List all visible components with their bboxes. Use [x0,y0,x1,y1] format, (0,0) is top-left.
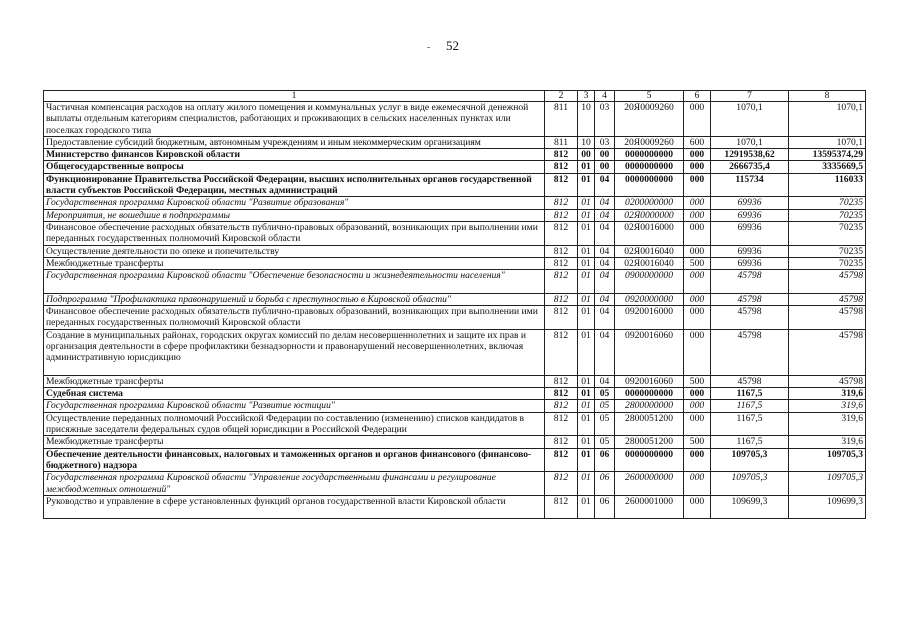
cell-c2: 812 [545,495,578,519]
cell-c6: 000 [684,448,711,472]
cell-c7: 1167,5 [711,400,789,412]
cell-c3: 01 [578,400,595,412]
cell-c2: 812 [545,245,578,257]
cell-c3: 10 [578,102,595,137]
cell-c3: 01 [578,245,595,257]
table-row [44,375,866,387]
cell-c6: 000 [684,400,711,412]
table-body [44,102,866,519]
cell-c7: 69936 [711,245,789,257]
header-row [44,91,866,102]
table-row [44,209,866,221]
cell-c7: 45798 [711,375,789,387]
cell-c2: 812 [545,448,578,472]
table-row [44,161,866,173]
cell-c3: 01 [578,388,595,400]
cell-c7: 69936 [711,257,789,269]
cell-c6: 000 [684,412,711,436]
cell-c4: 04 [595,306,615,330]
cell-c8: 319,6 [789,400,866,412]
cell-c4: 00 [595,161,615,173]
cell-c4: 04 [595,257,615,269]
cell-c2: 812 [545,436,578,448]
cell-c5: 2600001000 [615,495,684,519]
cell-c5: 0920000000 [615,293,684,305]
cell-c2: 811 [545,102,578,137]
cell-c8: 70235 [789,197,866,209]
budget-table [43,90,866,519]
cell-c6: 000 [684,270,711,294]
header-col-2: 2 [545,91,578,102]
cell-c6: 000 [684,293,711,305]
table-row [44,293,866,305]
cell-c6: 000 [684,161,711,173]
cell-c3: 10 [578,136,595,148]
cell-c6: 000 [684,245,711,257]
cell-c1: Межбюджетные трансферты [44,375,545,387]
table-row [44,102,866,137]
cell-c5: 0920016060 [615,375,684,387]
cell-c4: 04 [595,245,615,257]
cell-c5: 0000000000 [615,149,684,161]
cell-c6: 600 [684,136,711,148]
cell-c4: 06 [595,495,615,519]
cell-c8: 116033 [789,173,866,197]
cell-c8: 70235 [789,221,866,245]
header-col-4: 4 [595,91,615,102]
cell-c1: Министерство финансов Кировской области [44,149,545,161]
cell-c3: 01 [578,448,595,472]
cell-c5: 0000000000 [615,161,684,173]
table-row [44,329,866,375]
cell-c2: 812 [545,412,578,436]
cell-c6: 000 [684,221,711,245]
cell-c7: 69936 [711,209,789,221]
cell-c7: 69936 [711,197,789,209]
cell-c5: 20Я0009260 [615,102,684,137]
cell-c8: 45798 [789,270,866,294]
cell-c1: Создание в муниципальных районах, городских округах комиссий по делам несовершеннолетних и защите их прав и организация деятельности в сфере профилактики безнадзорности и правонарушений несовершеннолетних, включая административную юрисдикцию [44,329,545,375]
cell-c3: 01 [578,436,595,448]
cell-c6: 500 [684,375,711,387]
cell-c1: Государственная программа Кировской области "Управление государственными финансами и регулирование межбюджетных отношений" [44,472,545,496]
cell-c1: Финансовое обеспечение расходных обязательств публично-правовых образований, возникающих при выполнении ими переданных государственных полномочий Кировской области [44,221,545,245]
cell-c8: 70235 [789,245,866,257]
table-row [44,495,866,519]
cell-c8: 319,6 [789,436,866,448]
cell-c3: 01 [578,197,595,209]
cell-c1: Руководство и управление в сфере установленных функций органов государственной власти Кировской области [44,495,545,519]
page-number: 52 [446,38,459,53]
cell-c1: Предоставление субсидий бюджетным, автономным учреждениям и иным некоммерческим организациям [44,136,545,148]
table-row [44,136,866,148]
cell-c3: 01 [578,221,595,245]
table-row [44,245,866,257]
cell-c7: 115734 [711,173,789,197]
cell-c7: 69936 [711,221,789,245]
cell-c8: 45798 [789,375,866,387]
cell-c2: 812 [545,400,578,412]
cell-c5: 02Я0000000 [615,209,684,221]
cell-c7: 45798 [711,329,789,375]
cell-c7: 45798 [711,270,789,294]
table-row [44,270,866,294]
table-row [44,257,866,269]
cell-c1: Подпрограмма "Профилактика правонарушений и борьба с преступностью в Кировской области" [44,293,545,305]
cell-c8: 3335669,5 [789,161,866,173]
cell-c3: 01 [578,375,595,387]
cell-c1: Функционирование Правительства Российской Федерации, высших исполнительных органов государственной власти субъектов Российской Федерации, местных администраций [44,173,545,197]
cell-c8: 109705,3 [789,448,866,472]
cell-c6: 500 [684,257,711,269]
cell-c6: 000 [684,495,711,519]
cell-c2: 812 [545,329,578,375]
cell-c8: 1070,1 [789,102,866,137]
cell-c2: 812 [545,388,578,400]
cell-c2: 812 [545,257,578,269]
cell-c3: 01 [578,306,595,330]
cell-c3: 01 [578,472,595,496]
cell-c5: 0000000000 [615,173,684,197]
cell-c5: 20Я0009260 [615,136,684,148]
cell-c6: 000 [684,329,711,375]
cell-c6: 000 [684,306,711,330]
cell-c4: 04 [595,375,615,387]
table-row [44,306,866,330]
cell-c6: 000 [684,388,711,400]
cell-c5: 0920016060 [615,329,684,375]
cell-c2: 811 [545,136,578,148]
cell-c4: 00 [595,149,615,161]
cell-c5: 0200000000 [615,197,684,209]
cell-c8: 45798 [789,293,866,305]
cell-c8: 109699,3 [789,495,866,519]
cell-c8: 70235 [789,257,866,269]
cell-c4: 04 [595,209,615,221]
cell-c1: Межбюджетные трансферты [44,436,545,448]
cell-c7: 1167,5 [711,388,789,400]
cell-c5: 02Я0016040 [615,257,684,269]
cell-c2: 812 [545,270,578,294]
cell-c1: Общегосударственные вопросы [44,161,545,173]
cell-c3: 00 [578,149,595,161]
table-row [44,388,866,400]
table-row [44,412,866,436]
header-col-5: 5 [615,91,684,102]
cell-c6: 000 [684,173,711,197]
cell-c1: Частичная компенсация расходов на оплату жилого помещения и коммунальных услуг в виде ежемесячной денежной выплаты отдельным категориям специалистов, работающих и проживающих в сельских населенных пунктах или поселках городского типа [44,102,545,137]
cell-c3: 01 [578,412,595,436]
cell-c7: 109705,3 [711,448,789,472]
cell-c1: Государственная программа Кировской области "Развитие образования" [44,197,545,209]
cell-c3: 01 [578,173,595,197]
cell-c8: 70235 [789,209,866,221]
cell-c1: Межбюджетные трансферты [44,257,545,269]
cell-c7: 45798 [711,293,789,305]
cell-c6: 000 [684,472,711,496]
cell-c4: 06 [595,448,615,472]
cell-c8: 319,6 [789,388,866,400]
cell-c2: 812 [545,375,578,387]
header-col-8: 8 [789,91,866,102]
cell-c5: 0000000000 [615,448,684,472]
cell-c8: 45798 [789,329,866,375]
cell-c6: 000 [684,209,711,221]
cell-c5: 0900000000 [615,270,684,294]
cell-c2: 812 [545,161,578,173]
cell-c2: 812 [545,472,578,496]
cell-c1: Осуществление переданных полномочий Российской Федерации по составлению (изменению) списков кандидатов в присяжные заседатели федеральных судов общей юрисдикции в Российской Федерации [44,412,545,436]
cell-c3: 01 [578,161,595,173]
header-col-3: 3 [578,91,595,102]
cell-c8: 1070,1 [789,136,866,148]
cell-c1: Государственная программа Кировской области "Развитие юстиции" [44,400,545,412]
table-row [44,448,866,472]
cell-c2: 812 [545,149,578,161]
cell-c6: 500 [684,436,711,448]
cell-c8: 319,6 [789,412,866,436]
cell-c2: 812 [545,306,578,330]
cell-c7: 12919538,62 [711,149,789,161]
cell-c3: 01 [578,329,595,375]
cell-c5: 2800000000 [615,400,684,412]
cell-c2: 812 [545,221,578,245]
header-col-7: 7 [711,91,789,102]
cell-c7: 109705,3 [711,472,789,496]
header-col-1: 1 [44,91,545,102]
cell-c1: Осуществление деятельности по опеке и попечительству [44,245,545,257]
cell-c4: 06 [595,472,615,496]
scan-mark: - [427,42,431,53]
cell-c7: 45798 [711,306,789,330]
cell-c1: Мероприятия, не вошедшие в подпрограммы [44,209,545,221]
cell-c4: 03 [595,102,615,137]
cell-c3: 01 [578,293,595,305]
cell-c4: 05 [595,388,615,400]
cell-c1: Обеспечение деятельности финансовых, налоговых и таможенных органов и органов финансового (финансово-бюджетного) надзора [44,448,545,472]
cell-c3: 01 [578,495,595,519]
cell-c4: 05 [595,400,615,412]
cell-c2: 812 [545,209,578,221]
cell-c3: 01 [578,270,595,294]
cell-c4: 03 [595,136,615,148]
table-row [44,197,866,209]
cell-c4: 04 [595,329,615,375]
cell-c5: 0000000000 [615,388,684,400]
cell-c5: 02Я0016000 [615,221,684,245]
cell-c4: 04 [595,221,615,245]
cell-c7: 2666735,4 [711,161,789,173]
cell-c7: 1167,5 [711,412,789,436]
cell-c2: 812 [545,173,578,197]
table-row [44,472,866,496]
cell-c7: 1167,5 [711,436,789,448]
table-row [44,436,866,448]
table-row [44,173,866,197]
cell-c5: 2800051200 [615,412,684,436]
cell-c5: 0920016000 [615,306,684,330]
cell-c8: 109705,3 [789,472,866,496]
cell-c6: 000 [684,102,711,137]
cell-c4: 04 [595,270,615,294]
cell-c6: 000 [684,149,711,161]
cell-c5: 2800051200 [615,436,684,448]
cell-c4: 04 [595,293,615,305]
cell-c7: 109699,3 [711,495,789,519]
cell-c4: 04 [595,197,615,209]
cell-c8: 13595374,29 [789,149,866,161]
cell-c3: 01 [578,257,595,269]
cell-c5: 2600000000 [615,472,684,496]
table-row [44,400,866,412]
cell-c5: 02Я0016040 [615,245,684,257]
cell-c1: Финансовое обеспечение расходных обязательств публично-правовых образований, возникающих при выполнении ими переданных государственных полномочий Кировской области [44,306,545,330]
header-col-6: 6 [684,91,711,102]
cell-c4: 04 [595,173,615,197]
cell-c6: 000 [684,197,711,209]
cell-c4: 05 [595,436,615,448]
cell-c1: Судебная система [44,388,545,400]
cell-c1: Государственная программа Кировской области "Обеспечение безопасности и жизнедеятельности населения" [44,270,545,294]
cell-c3: 01 [578,209,595,221]
cell-c7: 1070,1 [711,102,789,137]
table-row [44,221,866,245]
cell-c4: 05 [595,412,615,436]
cell-c7: 1070,1 [711,136,789,148]
table-row [44,149,866,161]
cell-c2: 812 [545,197,578,209]
cell-c8: 45798 [789,306,866,330]
cell-c2: 812 [545,293,578,305]
